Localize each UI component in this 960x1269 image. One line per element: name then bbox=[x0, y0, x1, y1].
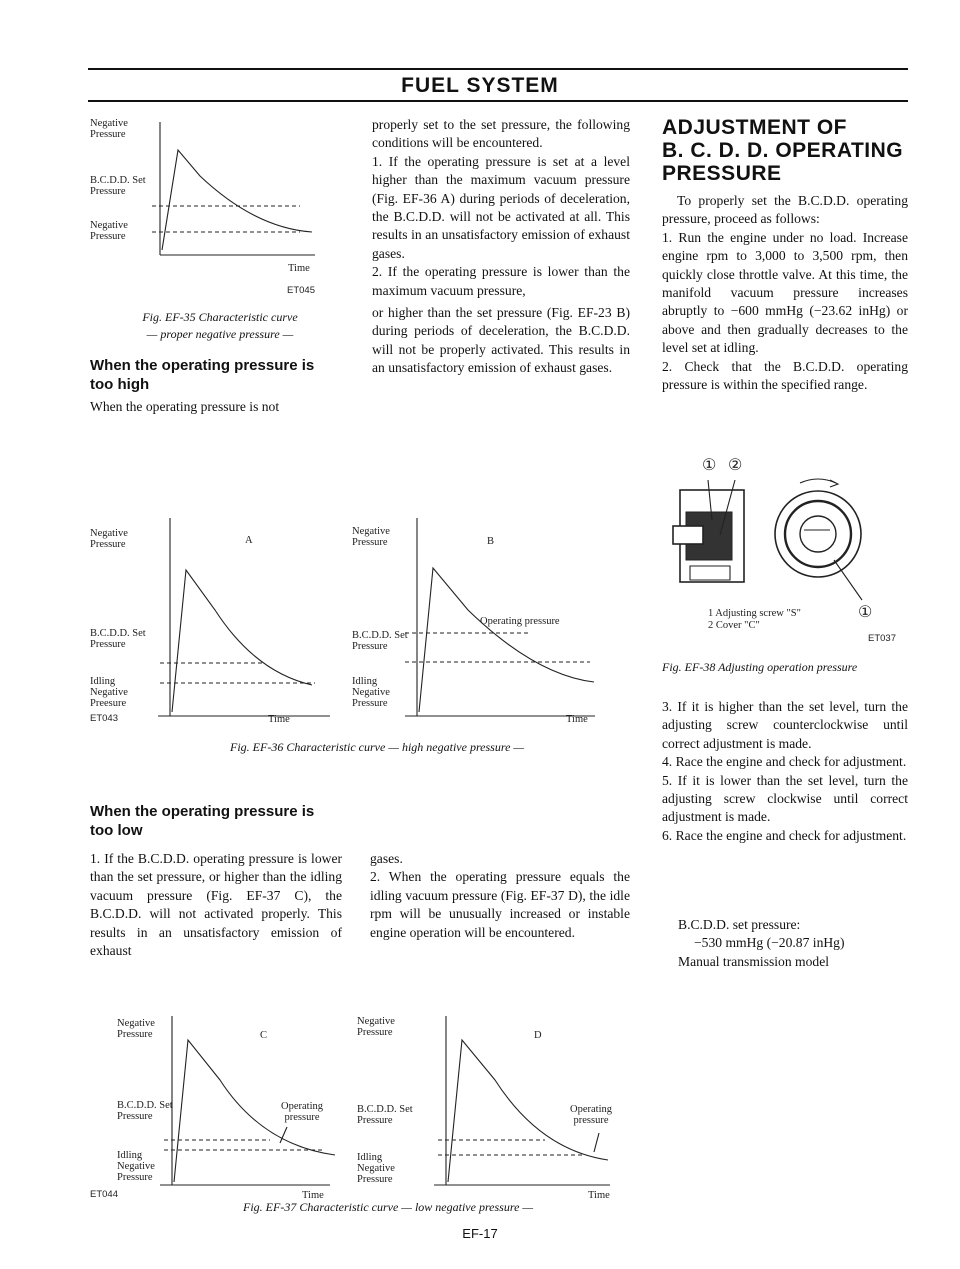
too-low-para-1: 1. If the B.C.D.D. operating pressure is lower than the set pressure, or higher than the idling vacuum pressure (Fig. EF-37 C), the B.C.D.D. will not activated properly. This results in an unsatisfactory emission of exhaust bbox=[90, 851, 342, 959]
fig37d-idle-label: Idling Negative Pressure bbox=[357, 1152, 395, 1185]
fig36a-letter: A bbox=[245, 535, 253, 546]
adjust-intro: To properly set the B.C.D.D. operating pressure, proceed as follows: bbox=[662, 193, 908, 227]
fig36a-set-label: B.C.D.D. Set Pressure bbox=[90, 628, 146, 650]
fig36a-idle-label: Idling Negative Preesure bbox=[90, 676, 128, 709]
page-number: EF-17 bbox=[462, 1226, 498, 1241]
fig37c-letter: C bbox=[260, 1030, 268, 1041]
spec-block bbox=[678, 916, 908, 971]
adjust-steps-after bbox=[662, 698, 908, 845]
adjust-step-6: 6. Race the engine and check for adjustment. bbox=[662, 827, 907, 843]
fig36b-idle-label: Idling Negative Pressure bbox=[352, 676, 390, 709]
fig38-legend-2: 2 Cover "C" bbox=[708, 620, 760, 631]
fig36-caption: Fig. EF-36 Characteristic curve — high negative pressure — bbox=[230, 740, 525, 754]
too-high-para-0: properly set to the set pressure, the following conditions will be encountered. bbox=[372, 117, 630, 151]
spec-value: −530 mmHg (−20.87 inHg) bbox=[694, 935, 845, 951]
adjust-title-line1: ADJUSTMENT OF bbox=[662, 116, 847, 139]
fig38-callout-1: ① bbox=[702, 457, 717, 474]
too-high-para-3: or higher than the set pressure (Fig. EF-23 B) during periods of deceleration, the B.C.D.D. will not be properly activated. This results in an unsatisfactory emission of exhaust gases. bbox=[372, 305, 630, 376]
adjust-step-1: 1. Run the engine under no load. Increase engine rpm to 3,000 to 3,500 rpm, then quickly close throttle valve. At this time, the manifold vacuum pressure increases abruptly to −600 mmHg (−23.62 inHg) or above and then gradually decreases to the level set at idling. bbox=[662, 229, 908, 356]
fig38-caption: Fig. EF-38 Adjusting operation pressure bbox=[662, 660, 858, 674]
fig36a-x-label: Time bbox=[268, 714, 290, 725]
fig38-code: ET037 bbox=[868, 633, 896, 644]
fig36b-letter: B bbox=[487, 536, 495, 547]
fig37c-op-label: Operating pressure bbox=[281, 1101, 323, 1123]
too-high-intro: When the operating pressure is not bbox=[90, 399, 280, 414]
spec-model: Manual transmission model bbox=[678, 953, 830, 969]
fig38-callout-2: ② bbox=[728, 457, 743, 474]
fig36b-y-label: Negative Pressure bbox=[352, 526, 390, 548]
adjust-step-5: 5. If it is lower than the set level, turn the adjusting screw clockwise until correct adjustment is made. bbox=[662, 772, 908, 825]
fig37d-set-label: B.C.D.D. Set Pressure bbox=[357, 1104, 413, 1126]
fig35-idle-label: Negative Pressure bbox=[90, 220, 128, 242]
fig37c-x-label: Time bbox=[302, 1190, 324, 1201]
adjust-title-line2: B. C. D. D. OPERATING bbox=[662, 139, 904, 162]
fig38-callout-right: ① bbox=[858, 604, 873, 621]
fig36b-x-label: Time bbox=[566, 714, 588, 725]
fig38-legend-1: 1 Adjusting screw "S" bbox=[708, 608, 801, 619]
fig35-code: ET045 bbox=[287, 285, 315, 296]
too-high-para-1: 1. If the operating pressure is set at a level higher than the maximum vacuum pressure (Fig. EF-36 A) during periods of deceleration, the B.C.D.D. will not be activated at all. This results in an unsatisfactory emission of exhaust gases. bbox=[372, 153, 630, 261]
fig35-y-label: Negative Pressure bbox=[90, 118, 128, 140]
fig35-caption-1: Fig. EF-35 Characteristic curve bbox=[142, 310, 298, 324]
fig36b-set-label: B.C.D.D. Set Pressure bbox=[352, 630, 408, 652]
fig37d-y-label: Negative Pressure bbox=[357, 1016, 395, 1038]
fig36a-code: ET043 bbox=[90, 713, 118, 724]
too-low-para-2: 2. When the operating pressure equals the idling vacuum pressure (Fig. EF-37 D), the idle rpm will be unusually increased or instable engine operation will be encountered. bbox=[370, 869, 630, 940]
spec-label: B.C.D.D. set pressure: bbox=[678, 917, 801, 932]
fig37d-letter: D bbox=[534, 1030, 542, 1041]
too-high-para-2: 2. If the operating pressure is lower than the maximum vacuum pressure, bbox=[372, 264, 630, 298]
fig37c-idle-label: Idling Negative Pressure bbox=[117, 1150, 155, 1183]
heading-too-low: When the operating pressure is too low bbox=[90, 803, 315, 839]
page-title: FUEL SYSTEM bbox=[401, 74, 559, 97]
adjust-title-line3: PRESSURE bbox=[662, 162, 782, 185]
adjust-step-4: 4. Race the engine and check for adjustment. bbox=[662, 754, 907, 770]
fig35-caption-2: — proper negative pressure — bbox=[146, 327, 294, 341]
fig35-x-label: Time bbox=[288, 263, 310, 274]
fig37d-op-label: Operating pressure bbox=[570, 1104, 612, 1126]
fig37-caption: Fig. EF-37 Characteristic curve — low negative pressure — bbox=[243, 1200, 534, 1214]
adjust-step-2: 2. Check that the B.C.D.D. operating pressure is within the specified range. bbox=[662, 358, 908, 393]
fig37c-code: ET044 bbox=[90, 1189, 118, 1200]
leader-right bbox=[834, 560, 862, 600]
fig37c-y-label: Negative Pressure bbox=[117, 1018, 155, 1040]
fig37c-set-label: B.C.D.D. Set Pressure bbox=[117, 1100, 173, 1122]
adjust-step-3: 3. If it is higher than the set level, turn the adjusting screw counterclockwise until correct adjustment is made. bbox=[662, 699, 908, 751]
fig35-set-label: B.C.D.D. Set Pressure bbox=[90, 175, 146, 197]
fig37d-x-label: Time bbox=[588, 1190, 610, 1201]
heading-too-high: When the operating pressure is too high bbox=[90, 357, 315, 393]
fig36a-y-label: Negative Pressure bbox=[90, 528, 128, 550]
fig36b-op-label: Operating pressure bbox=[480, 616, 560, 627]
too-low-gases: gases. bbox=[370, 851, 403, 866]
bcdd-cross-section bbox=[673, 480, 744, 582]
adjusting-screw-view bbox=[775, 479, 862, 600]
